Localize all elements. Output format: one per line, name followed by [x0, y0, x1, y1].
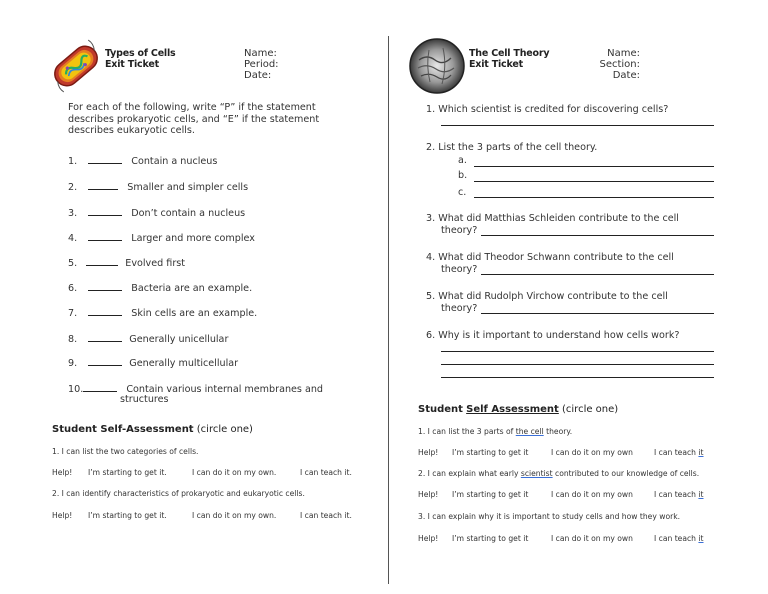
scale-teach[interactable]: I can teach it. [300, 468, 352, 477]
sub-c-label: c. [458, 187, 467, 198]
left-title-line2: Exit Ticket [105, 59, 159, 70]
page-divider [388, 36, 389, 584]
question-2: 2. List the 3 parts of the cell theory. [426, 142, 598, 153]
scale-help[interactable]: Help! [418, 490, 439, 499]
answer-blank[interactable] [86, 256, 118, 266]
answer-line[interactable] [481, 235, 714, 236]
left-instructions: For each of the following, write “P” if the statement describes prokaryotic cells, and “E” if the statement describes eukaryotic cells. [68, 102, 320, 136]
list-item: 6. Bacteria are an example. [68, 283, 253, 294]
date-label: Date: [612, 70, 640, 81]
right-header-fields [590, 48, 640, 81]
date-label: Date: [244, 70, 272, 81]
cell-micrograph-image [409, 38, 465, 94]
question-1: 1. Which scientist is credited for discovering cells? [426, 104, 669, 115]
right-title [469, 48, 549, 70]
answer-line[interactable] [474, 197, 714, 198]
answer-blank[interactable] [88, 332, 122, 342]
scale-teach[interactable]: I can teach it [654, 534, 704, 543]
question-4: 4. What did Theodor Schwann contribute to the cell [426, 252, 674, 263]
scale-starting[interactable]: I’m starting to get it [452, 448, 529, 457]
scale-starting[interactable]: I’m starting to get it. [88, 468, 167, 477]
scale-starting[interactable]: I’m starting to get it [452, 534, 529, 543]
scale-on-my-own[interactable]: I can do it on my own [551, 490, 633, 499]
scale-starting[interactable]: I’m starting to get it [452, 490, 529, 499]
answer-line[interactable] [474, 166, 714, 167]
answer-blank[interactable] [88, 180, 118, 190]
right-self-assessment-heading: Student Self Assessment (circle one) [418, 404, 619, 415]
answer-line[interactable] [441, 351, 714, 352]
scale-on-my-own[interactable]: I can do it on my own [551, 534, 633, 543]
question-5: 5. What did Rudolph Virchow contribute to the cell [426, 291, 668, 302]
item10-continuation: structures [120, 394, 169, 405]
answer-line[interactable] [441, 364, 714, 365]
right-objective-2: 2. I can explain what early scientist contributed to our knowledge of cells. [418, 469, 700, 478]
list-item: 1. Contain a nucleus [68, 156, 218, 167]
sub-b-label: b. [458, 170, 468, 181]
left-title [105, 48, 176, 70]
right-title-line1: The Cell Theory [469, 48, 550, 59]
scale-on-my-own[interactable]: I can do it on my own [551, 448, 633, 457]
answer-line[interactable] [441, 125, 714, 126]
bacterium-illustration [48, 38, 104, 94]
left-objective-1: 1. I can list the two categories of cells. [52, 447, 199, 456]
list-item: 7. Skin cells are an example. [68, 308, 258, 319]
answer-line[interactable] [474, 181, 714, 182]
list-item: 3. Don’t contain a nucleus [68, 208, 246, 219]
question-6: 6. Why is it important to understand how cells work? [426, 330, 680, 341]
answer-blank[interactable] [83, 382, 117, 392]
scale-teach[interactable]: I can teach it [654, 490, 704, 499]
scale-on-my-own[interactable]: I can do it on my own. [192, 468, 277, 477]
sub-a-label: a. [458, 155, 467, 166]
right-title-line2: Exit Ticket [469, 59, 523, 70]
scale-teach[interactable]: I can teach it [654, 448, 704, 457]
answer-blank[interactable] [88, 231, 122, 241]
question-3: 3. What did Matthias Schleiden contribute to the cell [426, 213, 679, 224]
answer-line[interactable] [481, 274, 714, 275]
answer-line[interactable] [441, 377, 714, 378]
scale-help[interactable]: Help! [418, 448, 439, 457]
section-label: Section: [599, 59, 640, 70]
left-objective-2: 2. I can identify characteristics of prokaryotic and eukaryotic cells. [52, 489, 305, 498]
left-header-fields [244, 48, 279, 81]
scale-teach[interactable]: I can teach it. [300, 511, 352, 520]
answer-blank[interactable] [88, 206, 122, 216]
list-item: 9. Generally multicellular [68, 358, 239, 369]
list-item: 10. Contain various internal membranes and [68, 384, 324, 395]
list-item: 5. Evolved first [68, 258, 186, 269]
left-self-assessment-heading: Student Self-Assessment (circle one) [52, 424, 253, 435]
list-item: 2. Smaller and simpler cells [68, 182, 249, 193]
left-title-line1: Types of Cells [105, 48, 176, 59]
name-label: Name: [607, 48, 640, 59]
scale-starting[interactable]: I’m starting to get it. [88, 511, 167, 520]
scale-help[interactable]: Help! [418, 534, 439, 543]
answer-line[interactable] [481, 313, 714, 314]
answer-blank[interactable] [88, 281, 122, 291]
right-objective-3: 3. I can explain why it is important to study cells and how they work. [418, 512, 681, 521]
list-item: 8. Generally unicellular [68, 334, 229, 345]
list-item: 4. Larger and more complex [68, 233, 255, 244]
scale-help[interactable]: Help! [52, 468, 73, 477]
name-label: Name: [244, 48, 277, 59]
scale-help[interactable]: Help! [52, 511, 73, 520]
answer-blank[interactable] [88, 306, 122, 316]
answer-blank[interactable] [88, 356, 122, 366]
answer-blank[interactable] [88, 154, 122, 164]
period-label: Period: [244, 59, 279, 70]
scale-on-my-own[interactable]: I can do it on my own. [192, 511, 277, 520]
right-objective-1: 1. I can list the 3 parts of the cell theory. [418, 427, 573, 436]
